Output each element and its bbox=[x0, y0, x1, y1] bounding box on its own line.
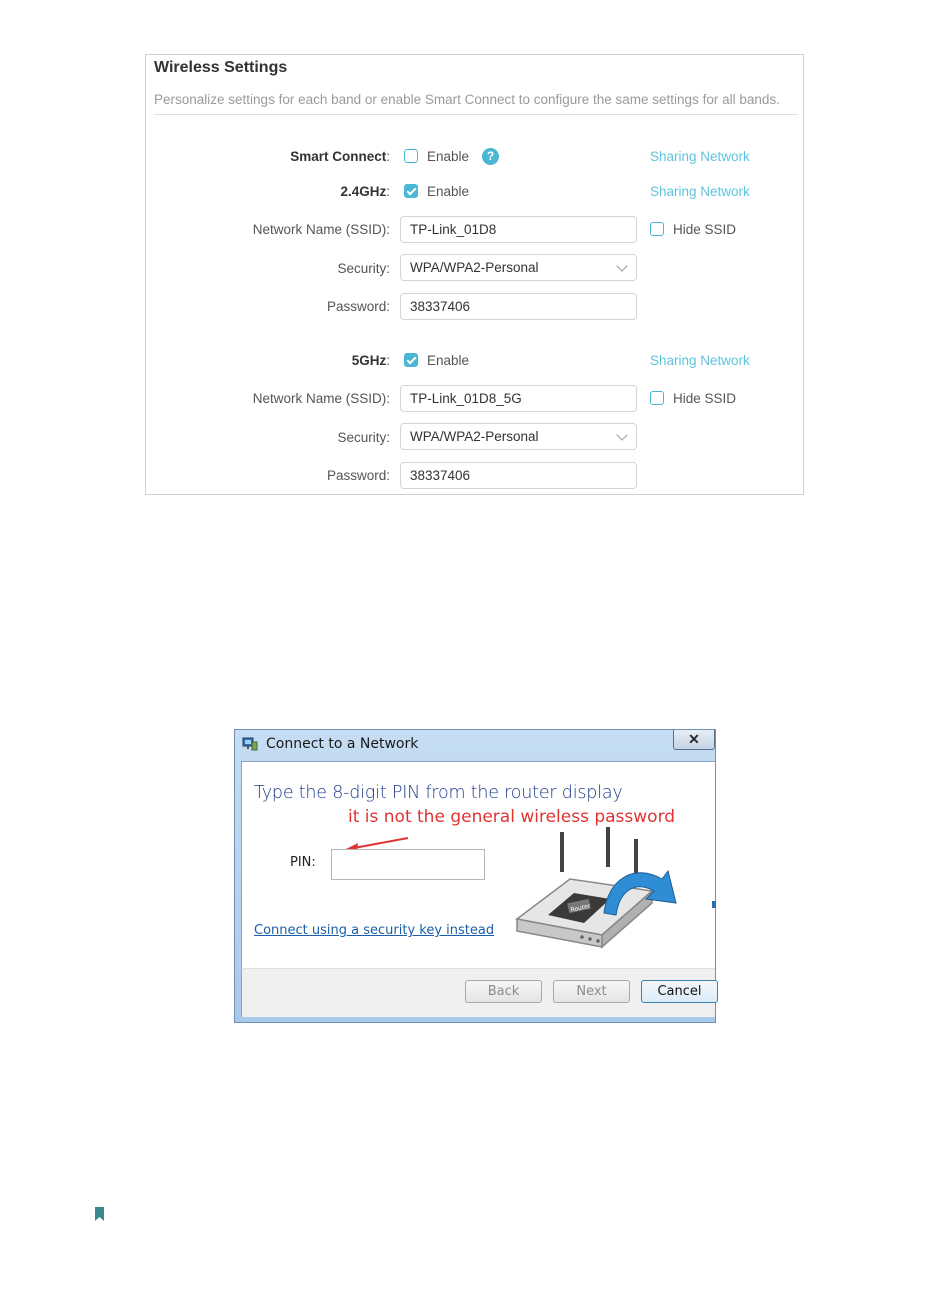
smart-connect-sharing-network-link[interactable]: Sharing Network bbox=[650, 149, 750, 164]
router-illustration bbox=[512, 827, 687, 949]
annotation-note: it is not the general wireless password bbox=[348, 807, 676, 827]
smart-connect-enable-label: Enable bbox=[427, 149, 470, 164]
band-24-enable-label: Enable bbox=[427, 184, 470, 199]
band-24-password-input[interactable]: 38337406 bbox=[400, 293, 637, 320]
pin-label: PIN: bbox=[290, 855, 316, 870]
network-icon bbox=[242, 736, 258, 751]
dialog-body bbox=[241, 761, 715, 968]
band-5-ssid-label: Network Name (SSID): bbox=[252, 391, 390, 406]
band-24-security-select[interactable] bbox=[400, 254, 637, 281]
band-5-enable-checkbox[interactable] bbox=[404, 353, 418, 367]
band-5-sharing-network-link[interactable]: Sharing Network bbox=[650, 353, 750, 368]
band-24-hide-ssid-label: Hide SSID bbox=[673, 222, 737, 237]
chevron-down-icon bbox=[616, 260, 627, 271]
band-5-hide-ssid-checkbox[interactable] bbox=[650, 391, 664, 405]
band-5-password-label: Password: bbox=[326, 468, 390, 483]
band-24-enable-checkbox[interactable] bbox=[404, 184, 418, 198]
help-icon[interactable]: ? bbox=[482, 148, 499, 165]
dialog-heading: Type the 8-digit PIN from the router display bbox=[254, 783, 623, 803]
chevron-down-icon bbox=[616, 429, 627, 440]
scroll-marker bbox=[712, 901, 716, 908]
band-5-password-input[interactable]: 38337406 bbox=[400, 462, 637, 489]
band-24-hide-ssid-checkbox[interactable] bbox=[650, 222, 664, 236]
divider bbox=[154, 114, 798, 115]
smart-connect-checkbox[interactable] bbox=[404, 149, 418, 163]
panel-subtitle: Personalize settings for each band or enable Smart Connect to configure the same settings for all bands. bbox=[154, 92, 780, 107]
band-24-label: 2.4GHz: bbox=[340, 184, 390, 199]
band-24-ssid-label: Network Name (SSID): bbox=[252, 222, 390, 237]
security-key-link[interactable]: Connect using a security key instead bbox=[254, 923, 495, 938]
band-5-label: 5GHz: bbox=[351, 353, 390, 368]
cancel-button[interactable]: Cancel bbox=[641, 980, 718, 1003]
band-5-ssid-input[interactable]: TP-Link_01D8_5G bbox=[400, 385, 637, 412]
band-5-security-value: WPA/WPA2-Personal bbox=[410, 429, 539, 444]
band-5-hide-ssid-label: Hide SSID bbox=[673, 391, 737, 406]
band-5-enable-label: Enable bbox=[427, 353, 470, 368]
back-button[interactable]: Back bbox=[465, 980, 542, 1003]
next-button[interactable]: Next bbox=[553, 980, 630, 1003]
band-5-security-label: Security: bbox=[337, 430, 390, 445]
band-5-security-select[interactable] bbox=[400, 423, 637, 450]
close-button[interactable]: ✕ bbox=[673, 730, 715, 750]
band-24-password-label: Password: bbox=[326, 299, 390, 314]
band-24-ssid-input[interactable]: TP-Link_01D8 bbox=[400, 216, 637, 243]
panel-title: Wireless Settings bbox=[154, 59, 288, 76]
band-24-sharing-network-link[interactable]: Sharing Network bbox=[650, 184, 750, 199]
dialog-footer bbox=[241, 968, 715, 1017]
dialog-title: Connect to a Network bbox=[266, 736, 419, 752]
band-24-security-value: WPA/WPA2-Personal bbox=[410, 260, 539, 275]
pin-input[interactable] bbox=[331, 849, 485, 880]
wireless-settings-panel bbox=[145, 54, 804, 495]
router-label: Router bbox=[569, 902, 591, 914]
dialog-titlebar bbox=[235, 730, 715, 760]
bookmark-icon bbox=[95, 1207, 104, 1221]
connect-to-network-dialog bbox=[234, 729, 716, 1023]
band-24-security-label: Security: bbox=[337, 261, 390, 276]
smart-connect-label: Smart Connect: bbox=[290, 149, 390, 164]
